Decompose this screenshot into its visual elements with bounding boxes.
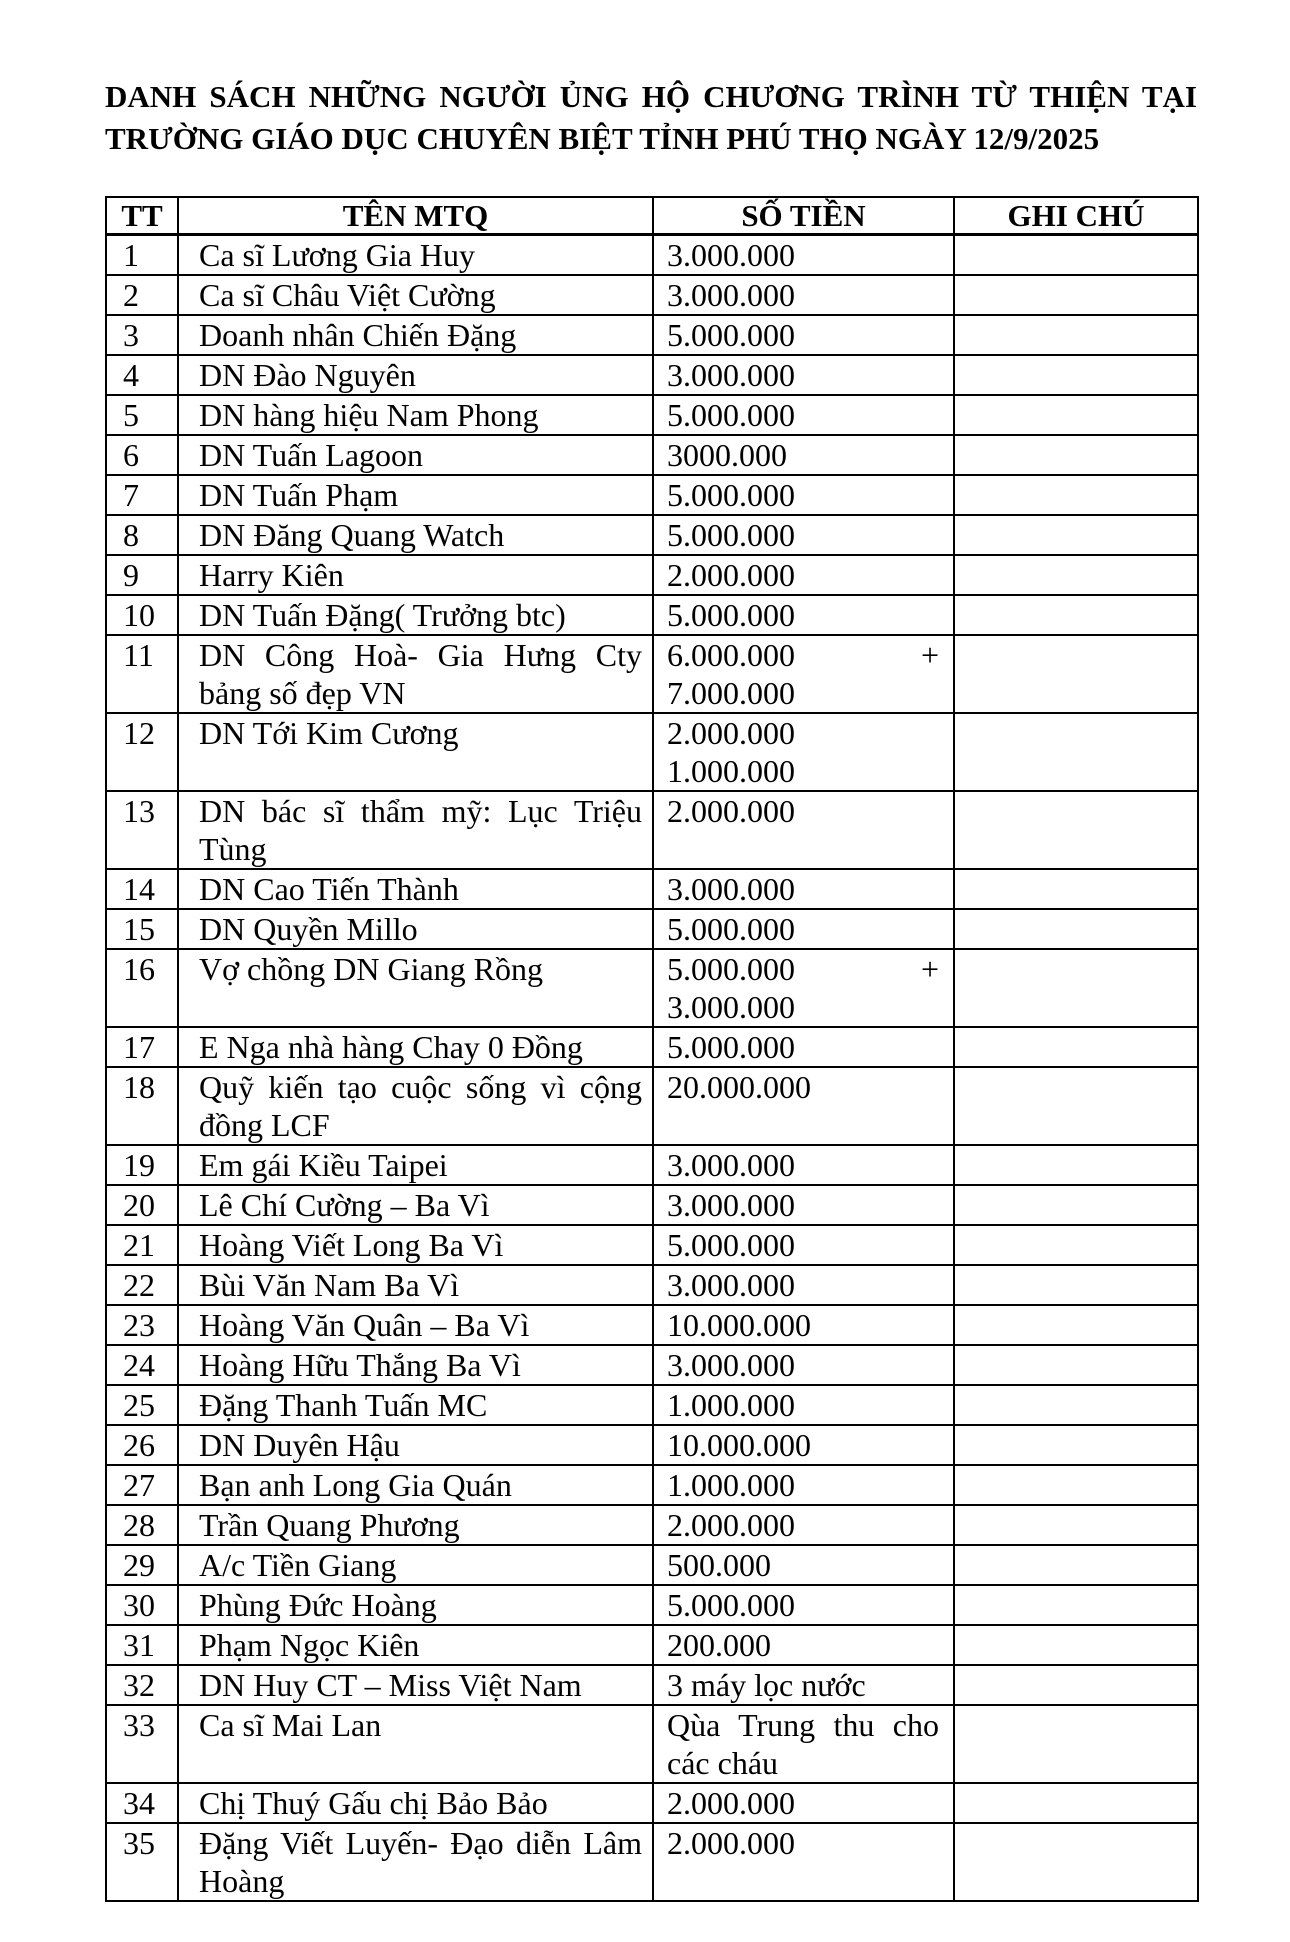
amount-line: 3.000.000: [667, 1347, 795, 1383]
amount-line: 5.000.000: [667, 911, 795, 947]
amount-cell: [653, 1625, 954, 1665]
note-cell: [954, 1505, 1198, 1545]
amount-cell: [653, 1265, 954, 1305]
note-cell: [954, 595, 1198, 635]
amount-line: 7.000.000: [667, 675, 795, 711]
page-title: DANH SÁCH NHỮNG NGƯỜI ỦNG HỘ CHƯƠNG TRÌNH TỪ THIỆN TẠI TRƯỜNG GIÁO DỤC CHUYÊN BIỆT TỈNH PHÚ THỌ NGÀY 12/9/2025: [105, 79, 1197, 156]
amount-line: 2.000.000: [667, 793, 795, 829]
tt-cell: 13: [106, 791, 178, 869]
tt-cell: 29: [106, 1545, 178, 1585]
amount-cell: [653, 515, 954, 555]
tt-cell: 34: [106, 1783, 178, 1823]
table-row: [106, 909, 1198, 949]
note-cell: [954, 949, 1198, 1027]
tt-cell: 20: [106, 1185, 178, 1225]
name-cell: Bạn anh Long Gia Quán: [178, 1465, 653, 1505]
note-cell: [954, 1783, 1198, 1823]
table-row: [106, 1145, 1198, 1185]
table-row: [106, 1545, 1198, 1585]
tt-cell: 9: [106, 555, 178, 595]
note-cell: [954, 869, 1198, 909]
donors-table: [105, 196, 1199, 1902]
amount-cell: [653, 435, 954, 475]
note-cell: [954, 1145, 1198, 1185]
amount-line: 5.000.000: [667, 1587, 795, 1623]
tt-cell: 7: [106, 475, 178, 515]
tt-cell: 4: [106, 355, 178, 395]
amount-cell: [653, 869, 954, 909]
note-cell: [954, 1625, 1198, 1665]
table-row: [106, 1425, 1198, 1465]
amount-line: 3.000.000: [667, 989, 795, 1025]
amount-cell: [653, 791, 954, 869]
header-row: [106, 197, 1198, 235]
amount-line: 5.000.000: [667, 517, 795, 553]
name-cell: DN Duyên Hậu: [178, 1425, 653, 1465]
note-cell: [954, 1067, 1198, 1145]
table-row: [106, 635, 1198, 713]
name-cell: DN bác sĩ thẩm mỹ: Lục Triệu Tùng: [178, 791, 653, 869]
tt-cell: 2: [106, 275, 178, 315]
note-cell: [954, 1305, 1198, 1345]
amount-line: 1.000.000: [667, 753, 795, 789]
table-row: [106, 1345, 1198, 1385]
tt-cell: 30: [106, 1585, 178, 1625]
table-row: [106, 869, 1198, 909]
tt-cell: 10: [106, 595, 178, 635]
note-cell: [954, 435, 1198, 475]
amount-cell: [653, 1145, 954, 1185]
amount-line: 2.000.000: [667, 557, 795, 593]
name-cell: Chị Thuý Gấu chị Bảo Bảo: [178, 1783, 653, 1823]
amount-line: 500.000: [667, 1547, 771, 1583]
note-cell: [954, 1545, 1198, 1585]
amount-line: 3.000.000: [667, 237, 795, 273]
table-row: [106, 1225, 1198, 1265]
note-cell: [954, 275, 1198, 315]
note-cell: [954, 1823, 1198, 1901]
tt-cell: 27: [106, 1465, 178, 1505]
amount-cell: [653, 1705, 954, 1783]
amount-value: 6.000.000: [667, 637, 795, 673]
table-row: [106, 1783, 1198, 1823]
amount-cell: [653, 949, 954, 1027]
note-cell: [954, 1585, 1198, 1625]
amount-line: 2.000.000: [667, 1785, 795, 1821]
amount-line: 3.000.000: [667, 871, 795, 907]
table-row: [106, 1385, 1198, 1425]
tt-cell: 19: [106, 1145, 178, 1185]
table-row: [106, 791, 1198, 869]
name-cell: Đặng Thanh Tuấn MC: [178, 1385, 653, 1425]
amount-line: 5.000.000: [667, 477, 795, 513]
amount-cell: [653, 1505, 954, 1545]
amount-line: 2.000.000: [667, 715, 795, 751]
name-cell: DN Công Hoà- Gia Hưng Cty bảng số đẹp VN: [178, 635, 653, 713]
amount-cell: [653, 1185, 954, 1225]
name-cell: DN Huy CT – Miss Việt Nam: [178, 1665, 653, 1705]
tt-cell: 21: [106, 1225, 178, 1265]
amount-cell: [653, 713, 954, 791]
table-row: [106, 1265, 1198, 1305]
note-cell: [954, 791, 1198, 869]
amount-value: 5.000.000: [667, 951, 795, 987]
table-row: [106, 435, 1198, 475]
tt-cell: 17: [106, 1027, 178, 1067]
tt-cell: 22: [106, 1265, 178, 1305]
name-cell: DN Đăng Quang Watch: [178, 515, 653, 555]
amount-cell: [653, 1345, 954, 1385]
name-cell: Quỹ kiến tạo cuộc sống vì cộng đồng LCF: [178, 1067, 653, 1145]
amount-cell: [653, 1027, 954, 1067]
tt-cell: 5: [106, 395, 178, 435]
note-cell: [954, 909, 1198, 949]
tt-cell: 8: [106, 515, 178, 555]
tt-cell: 11: [106, 635, 178, 713]
table-row: [106, 515, 1198, 555]
name-cell: Hoàng Hữu Thắng Ba Vì: [178, 1345, 653, 1385]
amount-cell: [653, 1783, 954, 1823]
amount-cell: [653, 1305, 954, 1345]
tt-cell: 23: [106, 1305, 178, 1345]
note-cell: [954, 355, 1198, 395]
note-cell: [954, 235, 1198, 276]
name-cell: E Nga nhà hàng Chay 0 Đồng: [178, 1027, 653, 1067]
table-row: [106, 355, 1198, 395]
table-row: [106, 1823, 1198, 1901]
amount-line: 3.000.000: [667, 1267, 795, 1303]
amount-line: [667, 636, 939, 674]
amount-line: 2.000.000: [667, 1507, 795, 1543]
amount-cell: [653, 1425, 954, 1465]
note-cell: [954, 1265, 1198, 1305]
tt-cell: 6: [106, 435, 178, 475]
plus-sign: +: [920, 951, 939, 987]
amount-line: 5.000.000: [667, 1227, 795, 1263]
amount-cell: [653, 475, 954, 515]
amount-cell: [653, 1385, 954, 1425]
amount-line: 1.000.000: [667, 1387, 795, 1423]
amount-cell: [653, 555, 954, 595]
amount-line: 5.000.000: [667, 597, 795, 633]
name-cell: Ca sĩ Mai Lan: [178, 1705, 653, 1783]
note-cell: [954, 515, 1198, 555]
name-cell: Doanh nhân Chiến Đặng: [178, 315, 653, 355]
table-body: [106, 235, 1198, 1902]
amount-line: 3000.000: [667, 437, 787, 473]
table-row: [106, 595, 1198, 635]
table-row: [106, 315, 1198, 355]
table-row: [106, 475, 1198, 515]
tt-cell: 14: [106, 869, 178, 909]
table-row: [106, 1067, 1198, 1145]
note-cell: [954, 1345, 1198, 1385]
amount-cell: [653, 235, 954, 276]
tt-cell: 18: [106, 1067, 178, 1145]
amount-cell: [653, 1067, 954, 1145]
name-cell: Ca sĩ Lương Gia Huy: [178, 235, 653, 276]
name-cell: DN Tuấn Lagoon: [178, 435, 653, 475]
table-row: [106, 235, 1198, 276]
amount-cell: [653, 275, 954, 315]
amount-cell: [653, 1225, 954, 1265]
amount-line: 2.000.000: [667, 1825, 795, 1861]
amount-line: 5.000.000: [667, 1029, 795, 1065]
name-cell: DN Đào Nguyên: [178, 355, 653, 395]
name-cell: Hoàng Viết Long Ba Vì: [178, 1225, 653, 1265]
amount-line: Qùa Trung thu cho các cháu: [667, 1707, 939, 1781]
note-cell: [954, 1665, 1198, 1705]
amount-cell: [653, 1585, 954, 1625]
note-cell: [954, 635, 1198, 713]
note-cell: [954, 1027, 1198, 1067]
name-cell: Phùng Đức Hoàng: [178, 1585, 653, 1625]
name-cell: DN Tới Kim Cương: [178, 713, 653, 791]
amount-line: 1.000.000: [667, 1467, 795, 1503]
name-cell: Trần Quang Phương: [178, 1505, 653, 1545]
table-row: [106, 1585, 1198, 1625]
amount-cell: [653, 1665, 954, 1705]
amount-line: 5.000.000: [667, 317, 795, 353]
table-row: [106, 1625, 1198, 1665]
amount-line: 3.000.000: [667, 1147, 795, 1183]
note-cell: [954, 713, 1198, 791]
amount-line: [667, 950, 939, 988]
amount-line: 3.000.000: [667, 1187, 795, 1223]
name-cell: DN Cao Tiến Thành: [178, 869, 653, 909]
tt-cell: 1: [106, 235, 178, 276]
name-cell: DN Tuấn Phạm: [178, 475, 653, 515]
name-cell: A/c Tiền Giang: [178, 1545, 653, 1585]
table-row: [106, 1505, 1198, 1545]
amount-cell: [653, 315, 954, 355]
amount-line: 10.000.000: [667, 1307, 811, 1343]
table-row: [106, 395, 1198, 435]
amount-line: 3 máy lọc nước: [667, 1667, 866, 1703]
amount-line: 3.000.000: [667, 357, 795, 393]
note-cell: [954, 1385, 1198, 1425]
table-row: [106, 713, 1198, 791]
table-row: [106, 555, 1198, 595]
amount-cell: [653, 1545, 954, 1585]
name-cell: Em gái Kiều Taipei: [178, 1145, 653, 1185]
tt-cell: 25: [106, 1385, 178, 1425]
header-cell-note: GHI CHÚ: [954, 197, 1198, 235]
note-cell: [954, 1465, 1198, 1505]
name-cell: Vợ chồng DN Giang Rồng: [178, 949, 653, 1027]
table-row: [106, 1305, 1198, 1345]
note-cell: [954, 555, 1198, 595]
tt-cell: 12: [106, 713, 178, 791]
note-cell: [954, 315, 1198, 355]
tt-cell: 35: [106, 1823, 178, 1901]
tt-cell: 33: [106, 1705, 178, 1783]
name-cell: DN hàng hiệu Nam Phong: [178, 395, 653, 435]
tt-cell: 16: [106, 949, 178, 1027]
note-cell: [954, 475, 1198, 515]
document-content: [105, 76, 1197, 1902]
table-row: [106, 1185, 1198, 1225]
tt-cell: 24: [106, 1345, 178, 1385]
note-cell: [954, 1425, 1198, 1465]
tt-cell: 31: [106, 1625, 178, 1665]
amount-cell: [653, 909, 954, 949]
name-cell: DN Quyền Millo: [178, 909, 653, 949]
table-row: [106, 949, 1198, 1027]
header-cell-tt: TT: [106, 197, 178, 235]
amount-cell: [653, 1823, 954, 1901]
amount-line: 200.000: [667, 1627, 771, 1663]
amount-line: 3.000.000: [667, 277, 795, 313]
plus-sign: +: [920, 637, 939, 673]
note-cell: [954, 1705, 1198, 1783]
tt-cell: 3: [106, 315, 178, 355]
table-row: [106, 1665, 1198, 1705]
tt-cell: 26: [106, 1425, 178, 1465]
name-cell: Ca sĩ Châu Việt Cường: [178, 275, 653, 315]
amount-line: 10.000.000: [667, 1427, 811, 1463]
name-cell: Hoàng Văn Quân – Ba Vì: [178, 1305, 653, 1345]
amount-cell: [653, 595, 954, 635]
amount-cell: [653, 395, 954, 435]
name-cell: Đặng Viết Luyến- Đạo diễn Lâm Hoàng: [178, 1823, 653, 1901]
amount-cell: [653, 355, 954, 395]
note-cell: [954, 1225, 1198, 1265]
tt-cell: 32: [106, 1665, 178, 1705]
tt-cell: 15: [106, 909, 178, 949]
tt-cell: 28: [106, 1505, 178, 1545]
name-cell: DN Tuấn Đặng( Trưởng btc): [178, 595, 653, 635]
header-cell-name: TÊN MTQ: [178, 197, 653, 235]
name-cell: Phạm Ngọc Kiên: [178, 1625, 653, 1665]
amount-cell: [653, 635, 954, 713]
note-cell: [954, 395, 1198, 435]
table-row: [106, 1465, 1198, 1505]
name-cell: Lê Chí Cường – Ba Vì: [178, 1185, 653, 1225]
amount-line: 5.000.000: [667, 397, 795, 433]
header-cell-amount: SỐ TIỀN: [653, 197, 954, 235]
amount-line: 20.000.000: [667, 1069, 811, 1105]
table-row: [106, 1705, 1198, 1783]
name-cell: Harry Kiên: [178, 555, 653, 595]
table-row: [106, 275, 1198, 315]
table-row: [106, 1027, 1198, 1067]
note-cell: [954, 1185, 1198, 1225]
amount-cell: [653, 1465, 954, 1505]
name-cell: Bùi Văn Nam Ba Vì: [178, 1265, 653, 1305]
